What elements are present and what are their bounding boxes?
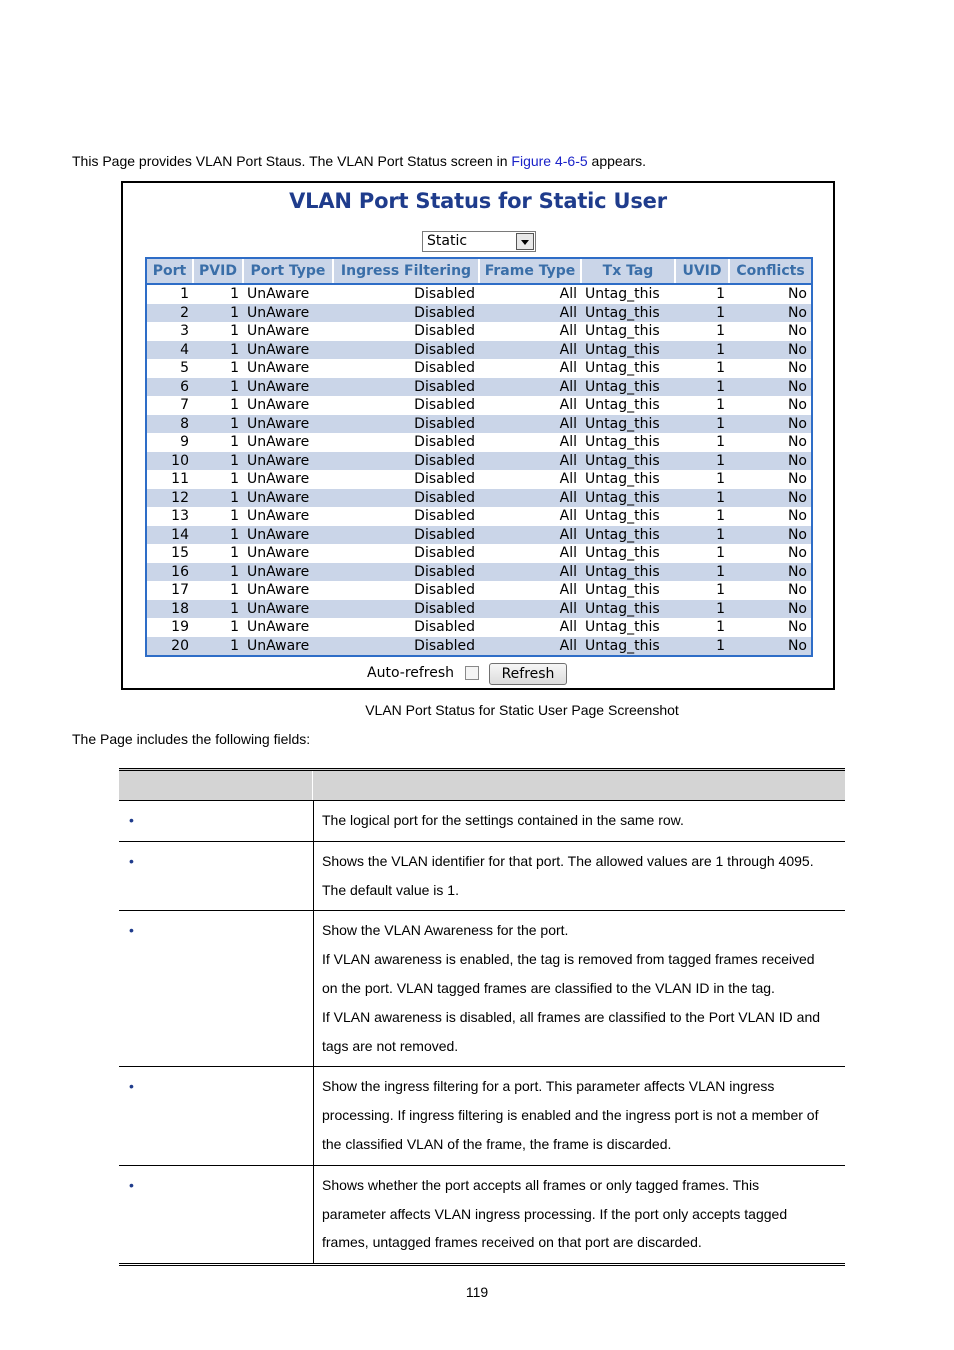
cell-pvid: 1 bbox=[193, 526, 243, 545]
cell-frame-type: All bbox=[479, 526, 581, 545]
field-row bbox=[119, 841, 845, 911]
cell-ingress-filtering: Disabled bbox=[414, 286, 475, 303]
bullet-icon: • bbox=[129, 1078, 134, 1095]
cell-port: 12 bbox=[147, 489, 193, 508]
field-name-cell bbox=[119, 1166, 314, 1263]
cell-pvid: 1 bbox=[193, 304, 243, 323]
field-description-line: on the port. VLAN tagged frames are classified to the VLAN ID in the tag. bbox=[322, 979, 775, 996]
cell-conflicts: No bbox=[787, 360, 807, 377]
cell-pvid: 1 bbox=[230, 619, 239, 636]
cell-uvid: 1 bbox=[675, 526, 729, 545]
cell-port: 18 bbox=[147, 600, 193, 619]
vlan-status-table bbox=[147, 259, 811, 655]
cell-conflicts: No bbox=[729, 415, 811, 434]
table-row bbox=[147, 637, 811, 656]
field-description-line: The default value is 1. bbox=[322, 881, 459, 898]
cell-frame-type: All bbox=[559, 582, 577, 599]
cell-uvid: 1 bbox=[675, 563, 729, 582]
cell-frame-type: All bbox=[559, 434, 577, 451]
fields-table bbox=[119, 768, 845, 1266]
cell-conflicts: No bbox=[787, 545, 807, 562]
cell-conflicts: No bbox=[729, 378, 811, 397]
field-description-line: frames, untagged frames received on that port are discarded. bbox=[322, 1234, 702, 1251]
cell-ingress-filtering: Disabled bbox=[333, 637, 479, 656]
cell-pvid: 1 bbox=[193, 415, 243, 434]
cell-frame-type: All bbox=[559, 286, 577, 303]
cell-ingress-filtering: Disabled bbox=[333, 526, 479, 545]
table-row bbox=[147, 415, 811, 434]
field-row bbox=[119, 800, 845, 841]
field-row bbox=[119, 1165, 845, 1263]
field-description-line: parameter affects VLAN ingress processing. If the port only accepts tagged bbox=[322, 1205, 788, 1222]
cell-conflicts: No bbox=[729, 600, 811, 619]
cell-ingress-filtering: Disabled bbox=[414, 397, 475, 414]
table-row bbox=[147, 489, 811, 508]
field-description-line: the classified VLAN of the frame, the frame is discarded. bbox=[322, 1135, 672, 1152]
cell-ingress-filtering: Disabled bbox=[414, 471, 475, 488]
bullet-icon: • bbox=[129, 922, 134, 939]
cell-ingress-filtering: Disabled bbox=[414, 360, 475, 377]
bullet-icon: • bbox=[129, 1176, 134, 1193]
cell-tx-tag: Untag_this bbox=[581, 489, 675, 508]
cell-tx-tag: Untag_this bbox=[585, 619, 660, 636]
column-header-port-type: Port Type bbox=[243, 259, 333, 284]
cell-port-type: UnAware bbox=[243, 489, 333, 508]
table-row bbox=[147, 433, 811, 452]
field-name-cell bbox=[119, 911, 314, 1066]
cell-port: 2 bbox=[147, 304, 193, 323]
cell-frame-type: All bbox=[479, 415, 581, 434]
screenshot-title: VLAN Port Status for Static User bbox=[289, 189, 667, 213]
field-name-cell bbox=[119, 1067, 314, 1164]
cell-conflicts: No bbox=[787, 286, 807, 303]
cell-port: 7 bbox=[180, 397, 189, 414]
cell-port: 8 bbox=[147, 415, 193, 434]
cell-port-type: UnAware bbox=[247, 323, 310, 340]
cell-ingress-filtering: Disabled bbox=[333, 489, 479, 508]
cell-uvid: 1 bbox=[716, 545, 725, 562]
figure-link[interactable]: Figure 4-6-5 bbox=[511, 153, 588, 169]
cell-uvid: 1 bbox=[716, 508, 725, 525]
field-description-cell bbox=[322, 1166, 845, 1263]
user-select-value: Static bbox=[427, 233, 468, 249]
screenshot-frame bbox=[121, 181, 835, 690]
field-description-line: Show the ingress filtering for a port. This parameter affects VLAN ingress bbox=[322, 1078, 775, 1095]
cell-ingress-filtering: Disabled bbox=[414, 508, 475, 525]
table-row bbox=[147, 284, 811, 304]
table-row bbox=[147, 600, 811, 619]
table-row bbox=[147, 581, 811, 600]
cell-tx-tag: Untag_this bbox=[585, 582, 660, 599]
field-description-cell bbox=[322, 1067, 845, 1164]
cell-pvid: 1 bbox=[193, 563, 243, 582]
cell-frame-type: All bbox=[559, 323, 577, 340]
cell-frame-type: All bbox=[479, 489, 581, 508]
cell-ingress-filtering: Disabled bbox=[414, 434, 475, 451]
cell-tx-tag: Untag_this bbox=[585, 323, 660, 340]
figure-caption: VLAN Port Status for Static User Page Screenshot bbox=[365, 702, 679, 718]
cell-port-type: UnAware bbox=[243, 600, 333, 619]
auto-refresh-checkbox[interactable] bbox=[465, 666, 479, 680]
cell-frame-type: All bbox=[559, 360, 577, 377]
fields-table-bottom-rule bbox=[119, 1263, 845, 1266]
field-description-line: The logical port for the settings contained in the same row. bbox=[322, 812, 684, 828]
chevron-down-icon[interactable] bbox=[516, 233, 534, 250]
cell-frame-type: All bbox=[559, 545, 577, 562]
cell-port: 6 bbox=[147, 378, 193, 397]
cell-conflicts: No bbox=[729, 341, 811, 360]
cell-uvid: 1 bbox=[716, 286, 725, 303]
cell-ingress-filtering: Disabled bbox=[414, 545, 475, 562]
column-header-ingress-filtering: Ingress Filtering bbox=[333, 259, 479, 284]
cell-tx-tag: Untag_this bbox=[585, 286, 660, 303]
cell-port-type: UnAware bbox=[247, 582, 310, 599]
field-row bbox=[119, 910, 845, 1066]
cell-uvid: 1 bbox=[675, 415, 729, 434]
cell-pvid: 1 bbox=[193, 600, 243, 619]
cell-port: 16 bbox=[147, 563, 193, 582]
cell-conflicts: No bbox=[729, 452, 811, 471]
cell-port: 11 bbox=[171, 471, 189, 488]
cell-port-type: UnAware bbox=[247, 471, 310, 488]
vlan-status-table-wrap bbox=[145, 257, 813, 657]
cell-uvid: 1 bbox=[675, 378, 729, 397]
cell-frame-type: All bbox=[559, 471, 577, 488]
cell-conflicts: No bbox=[729, 489, 811, 508]
cell-pvid: 1 bbox=[230, 434, 239, 451]
cell-tx-tag: Untag_this bbox=[581, 415, 675, 434]
cell-uvid: 1 bbox=[675, 489, 729, 508]
cell-uvid: 1 bbox=[675, 341, 729, 360]
cell-frame-type: All bbox=[479, 563, 581, 582]
cell-tx-tag: Untag_this bbox=[581, 526, 675, 545]
cell-port-type: UnAware bbox=[243, 526, 333, 545]
cell-uvid: 1 bbox=[675, 637, 729, 656]
cell-conflicts: No bbox=[787, 434, 807, 451]
fields-table-header bbox=[119, 768, 845, 800]
cell-tx-tag: Untag_this bbox=[581, 341, 675, 360]
field-description-line: Show the VLAN Awareness for the port. bbox=[322, 922, 569, 939]
cell-pvid: 1 bbox=[230, 582, 239, 599]
cell-pvid: 1 bbox=[230, 360, 239, 377]
cell-tx-tag: Untag_this bbox=[585, 545, 660, 562]
column-header-port: Port bbox=[147, 259, 193, 284]
user-select[interactable] bbox=[422, 231, 536, 252]
cell-uvid: 1 bbox=[675, 304, 729, 323]
bullet-icon: • bbox=[129, 852, 134, 869]
cell-conflicts: No bbox=[787, 397, 807, 414]
table-row bbox=[147, 618, 811, 637]
intro-paragraph bbox=[72, 153, 646, 169]
cell-port-type: UnAware bbox=[247, 545, 310, 562]
table-row bbox=[147, 470, 811, 489]
cell-uvid: 1 bbox=[716, 397, 725, 414]
cell-port: 17 bbox=[171, 582, 189, 599]
cell-port: 3 bbox=[180, 323, 189, 340]
cell-port-type: UnAware bbox=[243, 341, 333, 360]
cell-frame-type: All bbox=[479, 378, 581, 397]
cell-frame-type: All bbox=[479, 304, 581, 323]
cell-ingress-filtering: Disabled bbox=[333, 341, 479, 360]
cell-ingress-filtering: Disabled bbox=[414, 619, 475, 636]
cell-conflicts: No bbox=[787, 508, 807, 525]
cell-ingress-filtering: Disabled bbox=[333, 378, 479, 397]
cell-ingress-filtering: Disabled bbox=[333, 563, 479, 582]
page-number: 119 bbox=[465, 1284, 489, 1300]
cell-ingress-filtering: Disabled bbox=[333, 600, 479, 619]
cell-port: 20 bbox=[147, 637, 193, 656]
column-header-uvid: UVID bbox=[675, 259, 729, 284]
table-row bbox=[147, 526, 811, 545]
table-header-row bbox=[147, 259, 811, 284]
cell-conflicts: No bbox=[729, 304, 811, 323]
cell-port-type: UnAware bbox=[243, 452, 333, 471]
cell-tx-tag: Untag_this bbox=[585, 508, 660, 525]
cell-uvid: 1 bbox=[716, 471, 725, 488]
cell-port: 14 bbox=[147, 526, 193, 545]
refresh-button[interactable]: Refresh bbox=[489, 663, 567, 685]
table-row bbox=[147, 378, 811, 397]
cell-port-type: UnAware bbox=[243, 637, 333, 656]
cell-ingress-filtering: Disabled bbox=[414, 582, 475, 599]
cell-port-type: UnAware bbox=[243, 415, 333, 434]
cell-tx-tag: Untag_this bbox=[581, 600, 675, 619]
field-name-cell bbox=[119, 801, 314, 841]
cell-port-type: UnAware bbox=[247, 286, 310, 303]
cell-tx-tag: Untag_this bbox=[581, 452, 675, 471]
table-row bbox=[147, 304, 811, 323]
cell-uvid: 1 bbox=[716, 360, 725, 377]
cell-port: 19 bbox=[171, 619, 189, 636]
field-description-line: processing. If ingress filtering is enabled and the ingress port is not a member of bbox=[322, 1107, 819, 1124]
fields-table-body bbox=[119, 800, 845, 1263]
field-name-cell bbox=[119, 842, 314, 911]
cell-pvid: 1 bbox=[230, 286, 239, 303]
cell-pvid: 1 bbox=[230, 471, 239, 488]
intro-text-before: This Page provides VLAN Port Staus. The VLAN Port Status screen in bbox=[72, 153, 512, 169]
table-row bbox=[147, 507, 811, 526]
cell-frame-type: All bbox=[559, 619, 577, 636]
table-row bbox=[147, 359, 811, 378]
cell-tx-tag: Untag_this bbox=[581, 563, 675, 582]
bullet-icon: • bbox=[129, 812, 134, 828]
cell-uvid: 1 bbox=[716, 619, 725, 636]
cell-pvid: 1 bbox=[230, 323, 239, 340]
cell-frame-type: All bbox=[479, 600, 581, 619]
field-description-cell bbox=[322, 801, 845, 841]
cell-port: 5 bbox=[180, 360, 189, 377]
table-row bbox=[147, 452, 811, 471]
cell-ingress-filtering: Disabled bbox=[333, 304, 479, 323]
cell-uvid: 1 bbox=[716, 582, 725, 599]
cell-pvid: 1 bbox=[193, 637, 243, 656]
intro-text-after: appears. bbox=[587, 153, 647, 169]
column-header-pvid: PVID bbox=[193, 259, 243, 284]
cell-conflicts: No bbox=[787, 582, 807, 599]
cell-pvid: 1 bbox=[193, 489, 243, 508]
field-description-cell bbox=[322, 842, 845, 911]
cell-port-type: UnAware bbox=[247, 619, 310, 636]
cell-pvid: 1 bbox=[193, 341, 243, 360]
field-description-line: If VLAN awareness is enabled, the tag is removed from tagged frames received bbox=[322, 951, 815, 968]
cell-uvid: 1 bbox=[675, 600, 729, 619]
cell-tx-tag: Untag_this bbox=[581, 304, 675, 323]
cell-pvid: 1 bbox=[193, 452, 243, 471]
cell-frame-type: All bbox=[479, 637, 581, 656]
cell-pvid: 1 bbox=[230, 508, 239, 525]
field-description-line: tags are not removed. bbox=[322, 1037, 459, 1054]
field-description-line: Shows whether the port accepts all frames or only tagged frames. This bbox=[322, 1176, 760, 1193]
cell-pvid: 1 bbox=[230, 545, 239, 562]
cell-conflicts: No bbox=[787, 619, 807, 636]
cell-port-type: UnAware bbox=[247, 434, 310, 451]
cell-ingress-filtering: Disabled bbox=[414, 323, 475, 340]
cell-conflicts: No bbox=[729, 637, 811, 656]
auto-refresh-label: Auto-refresh bbox=[367, 665, 455, 681]
cell-frame-type: All bbox=[479, 341, 581, 360]
cell-tx-tag: Untag_this bbox=[585, 471, 660, 488]
table-row bbox=[147, 341, 811, 360]
cell-tx-tag: Untag_this bbox=[585, 397, 660, 414]
field-description-cell bbox=[322, 911, 845, 1066]
table-body bbox=[147, 284, 811, 655]
cell-port: 10 bbox=[147, 452, 193, 471]
cell-conflicts: No bbox=[729, 526, 811, 545]
fields-intro: The Page includes the following fields: bbox=[72, 731, 311, 747]
cell-pvid: 1 bbox=[230, 397, 239, 414]
cell-uvid: 1 bbox=[716, 323, 725, 340]
column-header-conflicts: Conflicts bbox=[729, 259, 811, 284]
cell-frame-type: All bbox=[479, 452, 581, 471]
table-row bbox=[147, 396, 811, 415]
table-row bbox=[147, 322, 811, 341]
cell-conflicts: No bbox=[787, 323, 807, 340]
cell-port: 4 bbox=[147, 341, 193, 360]
table-row bbox=[147, 544, 811, 563]
field-row bbox=[119, 1066, 845, 1164]
cell-port: 1 bbox=[180, 286, 189, 303]
cell-port-type: UnAware bbox=[243, 563, 333, 582]
cell-ingress-filtering: Disabled bbox=[333, 415, 479, 434]
cell-tx-tag: Untag_this bbox=[585, 434, 660, 451]
cell-port: 13 bbox=[171, 508, 189, 525]
cell-uvid: 1 bbox=[675, 452, 729, 471]
cell-frame-type: All bbox=[559, 508, 577, 525]
cell-tx-tag: Untag_this bbox=[585, 360, 660, 377]
cell-conflicts: No bbox=[787, 471, 807, 488]
cell-conflicts: No bbox=[729, 563, 811, 582]
cell-port-type: UnAware bbox=[247, 508, 310, 525]
table-row bbox=[147, 563, 811, 582]
cell-port-type: UnAware bbox=[247, 397, 310, 414]
column-header-tx-tag: Tx Tag bbox=[581, 259, 675, 284]
column-header-frame-type: Frame Type bbox=[479, 259, 581, 284]
cell-ingress-filtering: Disabled bbox=[333, 452, 479, 471]
field-description-line: If VLAN awareness is disabled, all frames are classified to the Port VLAN ID and bbox=[322, 1008, 821, 1025]
cell-pvid: 1 bbox=[193, 378, 243, 397]
cell-uvid: 1 bbox=[716, 434, 725, 451]
cell-port-type: UnAware bbox=[247, 360, 310, 377]
cell-tx-tag: Untag_this bbox=[581, 637, 675, 656]
field-description-line: Shows the VLAN identifier for that port. The allowed values are 1 through 4095. bbox=[322, 852, 814, 869]
cell-port: 15 bbox=[171, 545, 189, 562]
cell-port-type: UnAware bbox=[243, 378, 333, 397]
cell-port-type: UnAware bbox=[243, 304, 333, 323]
cell-tx-tag: Untag_this bbox=[581, 378, 675, 397]
cell-frame-type: All bbox=[559, 397, 577, 414]
cell-port: 9 bbox=[180, 434, 189, 451]
